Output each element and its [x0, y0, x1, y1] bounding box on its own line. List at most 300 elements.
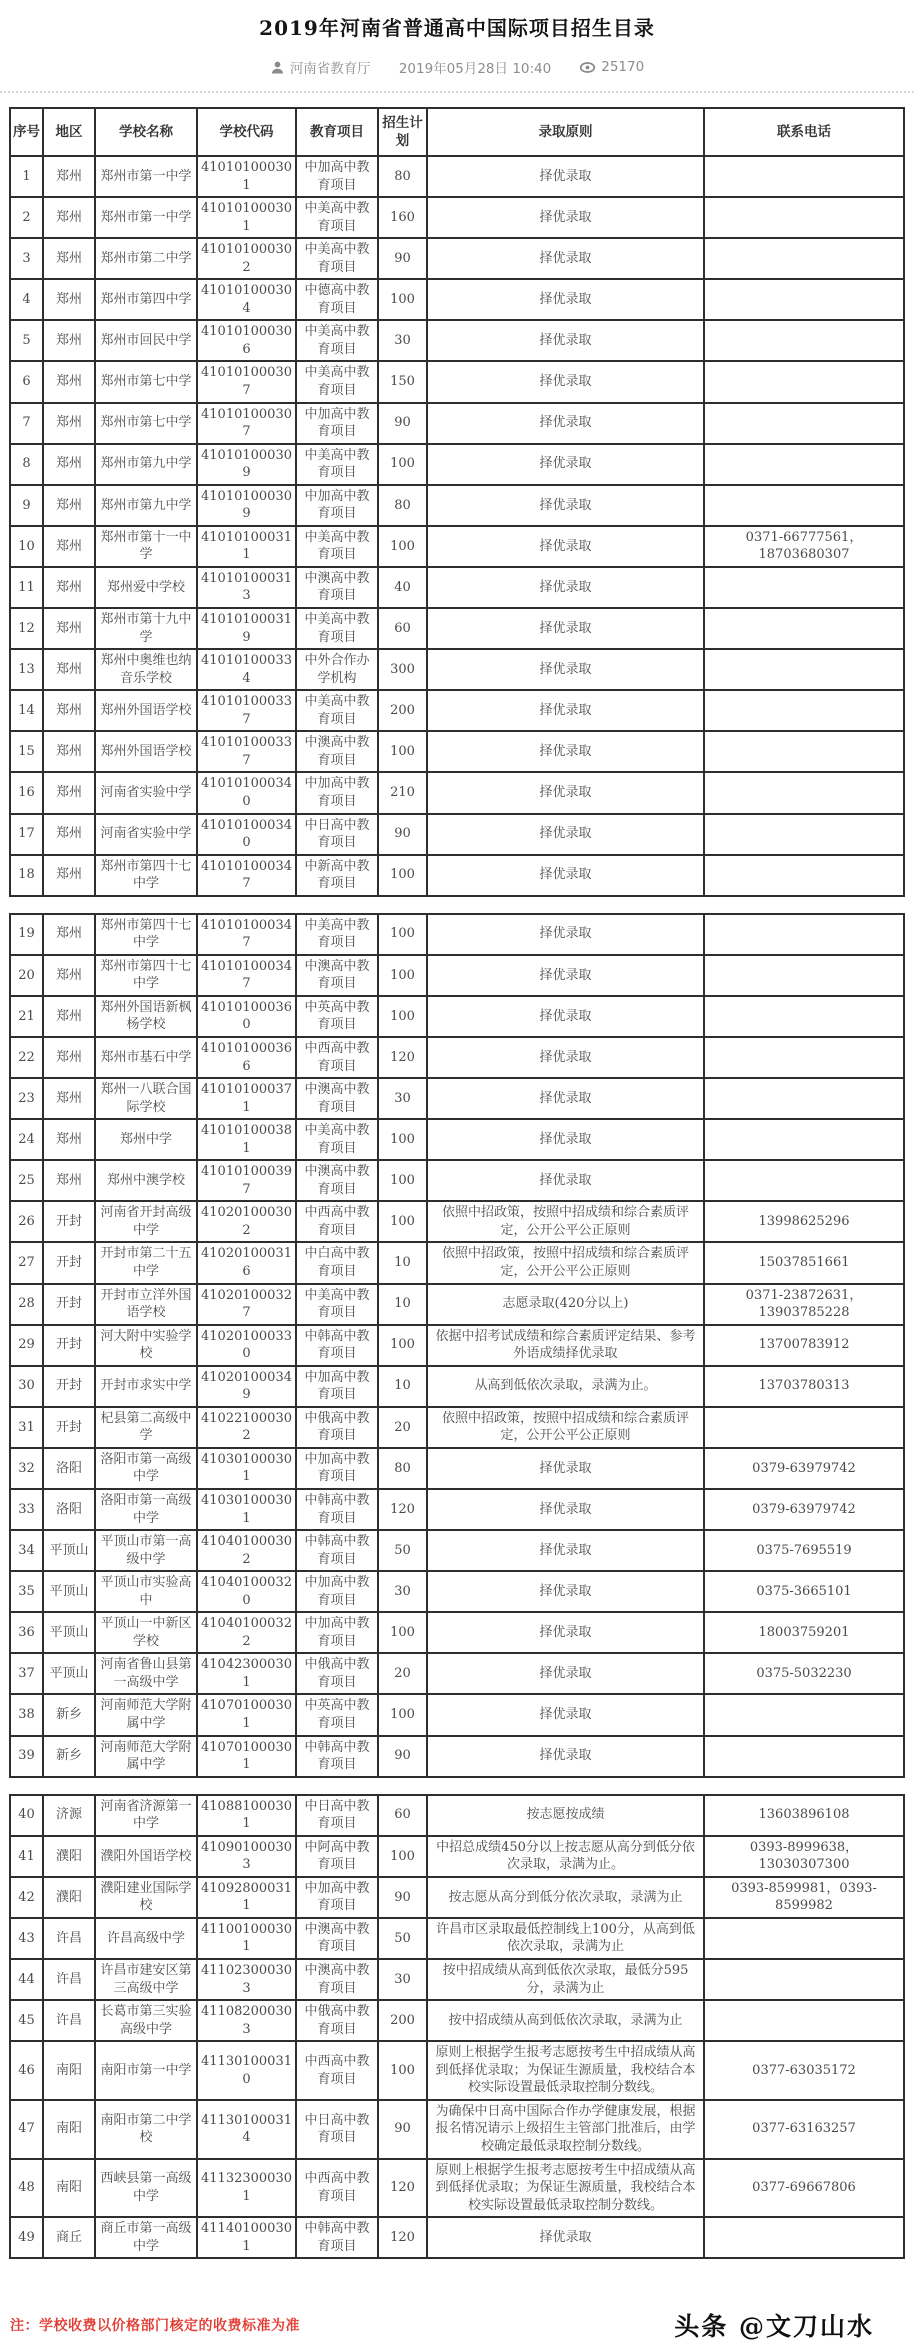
cell-program: 中德高中教育项目	[296, 279, 378, 320]
cell-code: 410101000381	[197, 1119, 296, 1160]
cell-code: 410401000302	[197, 1530, 296, 1571]
cell-no: 36	[10, 1612, 43, 1653]
cell-school: 郑州爱中学校	[95, 567, 197, 608]
cell-no: 35	[10, 1571, 43, 1612]
cell-school: 郑州市第七中学	[95, 403, 197, 444]
cell-no: 28	[10, 1284, 43, 1325]
cell-phone: 0371-66777561，18703680307	[704, 526, 904, 567]
cell-program: 中外合作办学机构	[296, 649, 378, 690]
cell-plan: 90	[378, 1736, 427, 1777]
cell-plan: 100	[378, 279, 427, 320]
cell-region: 平顶山	[43, 1530, 95, 1571]
cell-region: 新乡	[43, 1694, 95, 1735]
cell-school: 西峡县第一高级中学	[95, 2159, 197, 2218]
table-row	[10, 1736, 904, 1777]
cell-region: 新乡	[43, 1736, 95, 1777]
cell-plan: 120	[378, 1037, 427, 1078]
column-header-program: 教育项目	[296, 108, 378, 156]
cell-region: 郑州	[43, 567, 95, 608]
cell-no: 16	[10, 772, 43, 813]
cell-code: 410301000301	[197, 1489, 296, 1530]
cell-region: 南阳	[43, 2100, 95, 2159]
cell-phone	[704, 1694, 904, 1735]
cell-code: 410101000301	[197, 197, 296, 238]
cell-principle: 择优录取	[427, 320, 704, 361]
cell-region: 开封	[43, 1407, 95, 1448]
table-row	[10, 772, 904, 813]
cell-phone	[704, 690, 904, 731]
cell-region: 郑州	[43, 238, 95, 279]
cell-program: 中美高中教育项目	[296, 1119, 378, 1160]
cell-principle: 为确保中日高中国际合作办学健康发展，根据报名情况请示上级招生主管部门批准后，由学校确定最低录取控制分数线。	[427, 2100, 704, 2159]
cell-phone	[704, 279, 904, 320]
cell-code: 410101000347	[197, 914, 296, 955]
cell-principle: 择优录取	[427, 649, 704, 690]
cell-program: 中美高中教育项目	[296, 690, 378, 731]
cell-code: 411001000301	[197, 1918, 296, 1959]
cell-school: 郑州市第十一中学	[95, 526, 197, 567]
cell-principle: 依据中招考试成绩和综合素质评定结果、参考外语成绩择优录取	[427, 1325, 704, 1366]
cell-no: 27	[10, 1242, 43, 1283]
cell-principle: 原则上根据学生报考志愿按考生中招成绩从高到低择优录取；为保证生源质量，我校结合本校实际设置最低录取控制分数线。	[427, 2159, 704, 2218]
cell-school: 商丘市第一高级中学	[95, 2217, 197, 2258]
cell-school: 平顶山市实验高中	[95, 1571, 197, 1612]
table-row	[10, 1653, 904, 1694]
cell-principle: 许昌市区录取最低控制线上100分，从高到低依次录取，录满为止	[427, 1918, 704, 1959]
cell-region: 郑州	[43, 1160, 95, 1201]
enrollment-table-segment-2	[9, 913, 905, 1778]
cell-school: 郑州市第九中学	[95, 444, 197, 485]
cell-principle: 依照中招政策，按照中招成绩和综合素质评定，公开公平公正原则	[427, 1407, 704, 1448]
cell-code: 410101000311	[197, 526, 296, 567]
cell-plan: 60	[378, 608, 427, 649]
cell-plan: 80	[378, 156, 427, 197]
cell-region: 南阳	[43, 2041, 95, 2100]
cell-program: 中白高中教育项目	[296, 1242, 378, 1283]
cell-plan: 10	[378, 1284, 427, 1325]
cell-program: 中英高中教育项目	[296, 996, 378, 1037]
cell-program: 中美高中教育项目	[296, 914, 378, 955]
cell-program: 中西高中教育项目	[296, 1037, 378, 1078]
cell-code: 410201000330	[197, 1325, 296, 1366]
byline-date: 2019年05月28日 10:40	[398, 61, 552, 77]
cell-school: 郑州市第七中学	[95, 361, 197, 402]
byline-author	[270, 57, 371, 77]
column-header-school: 学校名称	[95, 108, 197, 156]
cell-phone	[704, 156, 904, 197]
cell-school: 南阳市第一中学	[95, 2041, 197, 2100]
cell-plan: 100	[378, 526, 427, 567]
cell-region: 郑州	[43, 814, 95, 855]
cell-plan: 150	[378, 361, 427, 402]
cell-phone: 0379-63979742	[704, 1448, 904, 1489]
cell-phone	[704, 320, 904, 361]
cell-region: 开封	[43, 1201, 95, 1242]
cell-plan: 40	[378, 567, 427, 608]
cell-program: 中西高中教育项目	[296, 1201, 378, 1242]
cell-school: 河南师范大学附属中学	[95, 1736, 197, 1777]
cell-principle: 择优录取	[427, 1694, 704, 1735]
cell-phone	[704, 485, 904, 526]
table-row	[10, 403, 904, 444]
byline-author-label: 河南省教育厅	[289, 61, 371, 77]
cell-no: 25	[10, 1160, 43, 1201]
table-row	[10, 1795, 904, 1836]
cell-school: 长葛市第三实验高级中学	[95, 2000, 197, 2041]
cell-program: 中澳高中教育项目	[296, 1078, 378, 1119]
cell-code: 410301000301	[197, 1448, 296, 1489]
table-row	[10, 1877, 904, 1918]
cell-principle: 择优录取	[427, 1037, 704, 1078]
table-row	[10, 1201, 904, 1242]
cell-region: 郑州	[43, 279, 95, 320]
cell-plan: 100	[378, 2041, 427, 2100]
cell-no: 49	[10, 2217, 43, 2258]
cell-plan: 120	[378, 2159, 427, 2218]
cell-plan: 200	[378, 2000, 427, 2041]
cell-no: 23	[10, 1078, 43, 1119]
cell-no: 10	[10, 526, 43, 567]
footer-row	[0, 2307, 914, 2343]
cell-code: 410881000301	[197, 1795, 296, 1836]
cell-no: 29	[10, 1325, 43, 1366]
cell-no: 8	[10, 444, 43, 485]
cell-plan: 30	[378, 320, 427, 361]
cell-principle: 依照中招政策，按照中招成绩和综合素质评定，公开公平公正原则	[427, 1242, 704, 1283]
cell-region: 许昌	[43, 1959, 95, 2000]
cell-plan: 100	[378, 444, 427, 485]
cell-code: 410701000301	[197, 1694, 296, 1735]
cell-principle: 择优录取	[427, 855, 704, 896]
cell-school: 杞县第二高级中学	[95, 1407, 197, 1448]
cell-phone	[704, 731, 904, 772]
cell-program: 中美高中教育项目	[296, 608, 378, 649]
cell-principle: 择优录取	[427, 279, 704, 320]
cell-plan: 100	[378, 955, 427, 996]
cell-principle: 择优录取	[427, 1489, 704, 1530]
table-row	[10, 1836, 904, 1877]
cell-school: 郑州市第二中学	[95, 238, 197, 279]
cell-program: 中加高中教育项目	[296, 156, 378, 197]
cell-principle: 按中招成绩从高到低依次录取，最低分595分，录满为止	[427, 1959, 704, 2000]
cell-region: 郑州	[43, 690, 95, 731]
separator-line	[0, 91, 914, 93]
cell-plan: 20	[378, 1407, 427, 1448]
cell-code: 410201000327	[197, 1284, 296, 1325]
cell-program: 中韩高中教育项目	[296, 2217, 378, 2258]
cell-region: 郑州	[43, 649, 95, 690]
cell-principle: 择优录取	[427, 1078, 704, 1119]
cell-no: 46	[10, 2041, 43, 2100]
cell-school: 开封市立洋外国语学校	[95, 1284, 197, 1325]
cell-program: 中韩高中教育项目	[296, 1736, 378, 1777]
cell-no: 1	[10, 156, 43, 197]
cell-code: 411301000314	[197, 2100, 296, 2159]
byline	[0, 57, 914, 77]
cell-region: 平顶山	[43, 1612, 95, 1653]
cell-plan: 100	[378, 1612, 427, 1653]
cell-program: 中加高中教育项目	[296, 1612, 378, 1653]
table-row	[10, 444, 904, 485]
cell-phone: 0377-63163257	[704, 2100, 904, 2159]
cell-plan: 50	[378, 1530, 427, 1571]
cell-code: 410101000397	[197, 1160, 296, 1201]
cell-phone: 0371-23872631，13903785228	[704, 1284, 904, 1325]
cell-region: 郑州	[43, 914, 95, 955]
cell-phone	[704, 914, 904, 955]
cell-no: 44	[10, 1959, 43, 2000]
cell-principle: 择优录取	[427, 444, 704, 485]
cell-program: 中加高中教育项目	[296, 485, 378, 526]
cell-region: 开封	[43, 1242, 95, 1283]
cell-no: 9	[10, 485, 43, 526]
cell-phone: 0379-63979742	[704, 1489, 904, 1530]
cell-phone: 13703780313	[704, 1366, 904, 1407]
cell-school: 濮阳外国语学校	[95, 1836, 197, 1877]
cell-plan: 80	[378, 1448, 427, 1489]
cell-no: 24	[10, 1119, 43, 1160]
cell-plan: 90	[378, 1877, 427, 1918]
cell-region: 开封	[43, 1366, 95, 1407]
table-row	[10, 1571, 904, 1612]
watermark: 头条 @文刀山水	[674, 2312, 874, 2342]
cell-school: 河南省实验中学	[95, 814, 197, 855]
fee-note: 注：学校收费以价格部门核定的收费标准为准	[10, 2318, 300, 2335]
cell-plan: 60	[378, 1795, 427, 1836]
cell-code: 410101000306	[197, 320, 296, 361]
cell-region: 郑州	[43, 772, 95, 813]
cell-region: 郑州	[43, 156, 95, 197]
table-row	[10, 361, 904, 402]
cell-region: 平顶山	[43, 1571, 95, 1612]
cell-principle: 择优录取	[427, 814, 704, 855]
table-row	[10, 855, 904, 896]
cell-plan: 100	[378, 1201, 427, 1242]
cell-no: 21	[10, 996, 43, 1037]
cell-principle: 择优录取	[427, 156, 704, 197]
cell-school: 郑州市第四中学	[95, 279, 197, 320]
cell-school: 郑州市第一中学	[95, 156, 197, 197]
cell-school: 郑州市回民中学	[95, 320, 197, 361]
cell-phone	[704, 403, 904, 444]
table-row	[10, 1078, 904, 1119]
cell-school: 郑州外国语新枫杨学校	[95, 996, 197, 1037]
cell-principle: 按中招成绩从高到低依次录取，录满为止	[427, 2000, 704, 2041]
cell-plan: 100	[378, 1325, 427, 1366]
cell-no: 47	[10, 2100, 43, 2159]
header-row	[10, 108, 904, 156]
cell-school: 许昌高级中学	[95, 1918, 197, 1959]
cell-school: 洛阳市第一高级中学	[95, 1489, 197, 1530]
cell-principle: 择优录取	[427, 1653, 704, 1694]
cell-code: 410221000302	[197, 1407, 296, 1448]
cell-program: 中澳高中教育项目	[296, 567, 378, 608]
cell-no: 30	[10, 1366, 43, 1407]
cell-no: 4	[10, 279, 43, 320]
cell-region: 洛阳	[43, 1448, 95, 1489]
cell-region: 濮阳	[43, 1836, 95, 1877]
cell-program: 中澳高中教育项目	[296, 1918, 378, 1959]
cell-program: 中俄高中教育项目	[296, 1407, 378, 1448]
cell-no: 18	[10, 855, 43, 896]
table-row	[10, 1612, 904, 1653]
cell-phone: 0375-3665101	[704, 1571, 904, 1612]
cell-principle: 志愿录取(420分以上)	[427, 1284, 704, 1325]
cell-plan: 100	[378, 1836, 427, 1877]
cell-plan: 210	[378, 772, 427, 813]
cell-code: 410101000340	[197, 772, 296, 813]
cell-program: 中俄高中教育项目	[296, 2000, 378, 2041]
cell-phone	[704, 1918, 904, 1959]
cell-phone	[704, 1160, 904, 1201]
cell-code: 410101000334	[197, 649, 296, 690]
cell-principle: 择优录取	[427, 608, 704, 649]
cell-no: 33	[10, 1489, 43, 1530]
cell-code: 410101000307	[197, 361, 296, 402]
cell-principle: 择优录取	[427, 361, 704, 402]
cell-phone: 0377-69667806	[704, 2159, 904, 2218]
cell-principle: 择优录取	[427, 1448, 704, 1489]
cell-no: 42	[10, 1877, 43, 1918]
cell-program: 中加高中教育项目	[296, 403, 378, 444]
cell-region: 平顶山	[43, 1653, 95, 1694]
cell-code: 410101000337	[197, 731, 296, 772]
table-row	[10, 279, 904, 320]
cell-school: 河南师范大学附属中学	[95, 1694, 197, 1735]
cell-no: 34	[10, 1530, 43, 1571]
table-row	[10, 914, 904, 955]
enrollment-table-segment-1	[9, 107, 905, 897]
table-row	[10, 197, 904, 238]
cell-phone: 0375-5032230	[704, 1653, 904, 1694]
cell-plan: 90	[378, 814, 427, 855]
cell-code: 410101000360	[197, 996, 296, 1037]
cell-phone	[704, 1119, 904, 1160]
cell-plan: 100	[378, 914, 427, 955]
cell-plan: 10	[378, 1366, 427, 1407]
cell-phone	[704, 444, 904, 485]
cell-program: 中美高中教育项目	[296, 1284, 378, 1325]
cell-region: 郑州	[43, 526, 95, 567]
cell-program: 中美高中教育项目	[296, 526, 378, 567]
cell-program: 中加高中教育项目	[296, 1571, 378, 1612]
cell-school: 郑州市第一中学	[95, 197, 197, 238]
cell-plan: 100	[378, 1694, 427, 1735]
cell-school: 河南省实验中学	[95, 772, 197, 813]
table-row	[10, 1489, 904, 1530]
cell-principle: 依照中招政策，按照中招成绩和综合素质评定，公开公平公正原则	[427, 1201, 704, 1242]
cell-phone	[704, 1959, 904, 2000]
cell-plan: 50	[378, 1918, 427, 1959]
cell-no: 26	[10, 1201, 43, 1242]
eye-icon	[579, 59, 596, 76]
cell-phone	[704, 567, 904, 608]
cell-no: 45	[10, 2000, 43, 2041]
cell-program: 中日高中教育项目	[296, 1795, 378, 1836]
cell-code: 410701000301	[197, 1736, 296, 1777]
cell-school: 郑州市基石中学	[95, 1037, 197, 1078]
cell-program: 中阿高中教育项目	[296, 1836, 378, 1877]
cell-principle: 择优录取	[427, 996, 704, 1037]
cell-no: 13	[10, 649, 43, 690]
cell-principle: 择优录取	[427, 485, 704, 526]
cell-no: 2	[10, 197, 43, 238]
cell-code: 410201000349	[197, 1366, 296, 1407]
cell-principle: 原则上根据学生报考志愿按考生中招成绩从高到低择优录取；为保证生源质量，我校结合本校实际设置最低录取控制分数线。	[427, 2041, 704, 2100]
cell-phone: 18003759201	[704, 1612, 904, 1653]
cell-no: 15	[10, 731, 43, 772]
table-row	[10, 526, 904, 567]
cell-phone	[704, 772, 904, 813]
cell-code: 411401000301	[197, 2217, 296, 2258]
cell-program: 中英高中教育项目	[296, 1694, 378, 1735]
cell-principle: 择优录取	[427, 1530, 704, 1571]
cell-phone	[704, 855, 904, 896]
cell-plan: 120	[378, 1489, 427, 1530]
cell-region: 濮阳	[43, 1877, 95, 1918]
cell-code: 410101000304	[197, 279, 296, 320]
cell-region: 郑州	[43, 320, 95, 361]
cell-program: 中澳高中教育项目	[296, 1160, 378, 1201]
cell-code: 410101000319	[197, 608, 296, 649]
cell-code: 410101000309	[197, 485, 296, 526]
cell-region: 郑州	[43, 731, 95, 772]
column-header-plan: 招生计划	[378, 108, 427, 156]
table-row	[10, 2159, 904, 2218]
table-row	[10, 1160, 904, 1201]
cell-plan: 30	[378, 1959, 427, 2000]
cell-region: 郑州	[43, 1119, 95, 1160]
cell-region: 郑州	[43, 444, 95, 485]
cell-program: 中西高中教育项目	[296, 2159, 378, 2218]
cell-no: 6	[10, 361, 43, 402]
cell-principle: 择优录取	[427, 1160, 704, 1201]
cell-region: 开封	[43, 1284, 95, 1325]
cell-principle: 择优录取	[427, 914, 704, 955]
cell-phone	[704, 996, 904, 1037]
cell-no: 5	[10, 320, 43, 361]
person-icon	[270, 60, 285, 75]
table-row	[10, 690, 904, 731]
cell-program: 中韩高中教育项目	[296, 1325, 378, 1366]
cell-region: 郑州	[43, 485, 95, 526]
cell-program: 中俄高中教育项目	[296, 1653, 378, 1694]
cell-school: 郑州中学	[95, 1119, 197, 1160]
cell-principle: 择优录取	[427, 197, 704, 238]
cell-school: 平顶山市第一高级中学	[95, 1530, 197, 1571]
cell-plan: 100	[378, 1119, 427, 1160]
cell-region: 郑州	[43, 1037, 95, 1078]
cell-principle: 择优录取	[427, 403, 704, 444]
cell-school: 郑州中澳学校	[95, 1160, 197, 1201]
cell-phone: 13700783912	[704, 1325, 904, 1366]
cell-program: 中韩高中教育项目	[296, 1530, 378, 1571]
cell-plan: 100	[378, 731, 427, 772]
cell-plan: 90	[378, 2100, 427, 2159]
table-row	[10, 1119, 904, 1160]
cell-region: 郑州	[43, 361, 95, 402]
cell-school: 许昌市建安区第三高级中学	[95, 1959, 197, 2000]
cell-phone	[704, 649, 904, 690]
cell-region: 许昌	[43, 2000, 95, 2041]
cell-program: 中新高中教育项目	[296, 855, 378, 896]
cell-region: 郑州	[43, 403, 95, 444]
cell-phone	[704, 1407, 904, 1448]
cell-code: 411023000303	[197, 1959, 296, 2000]
cell-phone	[704, 814, 904, 855]
cell-program: 中日高中教育项目	[296, 2100, 378, 2159]
cell-school: 开封市求实中学	[95, 1366, 197, 1407]
